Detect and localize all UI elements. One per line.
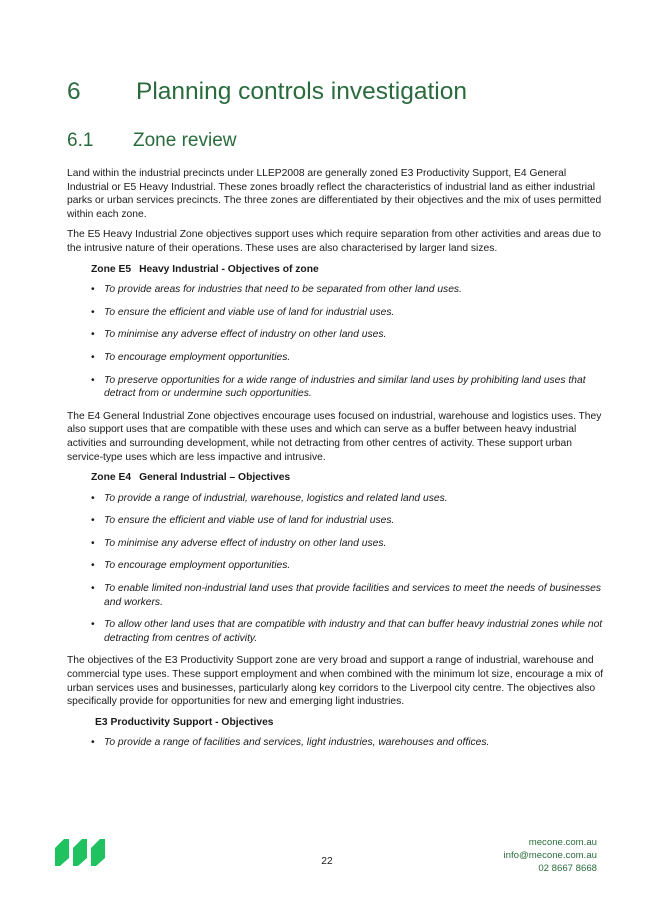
- bullet: •: [91, 537, 95, 549]
- footer-contact: [504, 836, 597, 875]
- paragraph-e3: The objectives of the E3 Productivity Support zone are very broad and support a range of industrial, warehouse and commercial type uses. These support employment and when combined with the minimum lot size, encourage a mix of urban services uses and businesses, particularly along key corridors to the Liverpool city centre. The objectives also specifically provide for opportunities for new and emerging light industries.: [67, 655, 604, 708]
- list-item: • To provide a range of industrial, warehouse, logistics and related land uses.: [91, 492, 448, 504]
- list-item: • To provide a range of facilities and services, light industries, warehouses and offices.: [91, 737, 490, 749]
- logo-stripe-2: [73, 839, 87, 866]
- list-item: • To encourage employment opportunities.: [91, 351, 291, 363]
- bullet: •: [91, 374, 95, 386]
- zone-e3-heading: E3 Productivity Support - Objectives: [95, 716, 274, 728]
- bullet: •: [91, 351, 95, 363]
- bullet: •: [91, 560, 95, 572]
- paragraph-e4: The E4 General Industrial Zone objectives encourage uses focused on industrial, warehouse and logistics uses. They also support uses that are compatible with these uses and which can serve as a buffer between heavy industrial activities and surrounding development, while not detracting from other centres of activity. These support urban service-type uses which are less impactive and intrusive.: [67, 410, 602, 463]
- bullet: •: [91, 515, 95, 527]
- email-link[interactable]: info@mecone.com.au: [503, 850, 597, 861]
- logo-stripe-1: [55, 839, 69, 866]
- paragraph-e5: The E5 Heavy Industrial Zone objectives support uses which require separation from other activities and areas due to the intrusive nature of their operations. These uses are also characterised by larger land sizes.: [67, 229, 602, 254]
- list-item: • To ensure the efficient and viable use of land for industrial uses.: [91, 306, 395, 318]
- zone-e5-objectives: [67, 283, 607, 401]
- zone-e4-code: Zone E4: [91, 472, 132, 484]
- zone-e4-objectives: [67, 492, 607, 646]
- zone-e5-heading: [67, 263, 607, 277]
- list-item: • To minimise any adverse effect of industry on other land uses.: [91, 329, 387, 341]
- bullet: •: [91, 492, 95, 504]
- body-content: [67, 167, 607, 759]
- logo-stripe-3: [91, 839, 105, 866]
- paragraph-intro: Land within the industrial precincts under LLEP2008 are generally zoned E3 Productivity Support, E4 General Industrial or E5 Heavy Industrial. These zones broadly reflect the characteristics of industrial land as either industrial parks or urban services precincts. The three zones are differentiated by their objectives and the mix of uses permitted within each zone.: [67, 168, 602, 220]
- section-heading: [67, 78, 467, 106]
- list-item: • To provide areas for industries that need to be separated from other land uses.: [91, 284, 462, 296]
- subsection-title: Zone review: [133, 130, 237, 151]
- zone-e5-code: Zone E5: [91, 263, 132, 275]
- bullet: •: [91, 583, 95, 595]
- website-link[interactable]: mecone.com.au: [528, 837, 597, 848]
- zone-e4-heading: [67, 471, 607, 485]
- bullet: •: [91, 306, 95, 318]
- list-item: • To encourage employment opportunities.: [91, 560, 291, 572]
- list-item: • To preserve opportunities for a wide range of industries and similar land uses by prohibiting land uses that detract from or undermine such opportunities.: [91, 374, 586, 400]
- subsection-heading: [67, 130, 237, 152]
- bullet: •: [91, 737, 95, 749]
- zone-e5-title: Heavy Industrial - Objectives of zone: [139, 263, 319, 275]
- page-number: 22: [321, 856, 333, 867]
- list-item: • To ensure the efficient and viable use of land for industrial uses.: [91, 515, 395, 527]
- zone-e4-title: General Industrial – Objectives: [139, 472, 291, 484]
- bullet: •: [91, 329, 95, 341]
- phone-number: 02 8667 8668: [538, 863, 597, 874]
- list-item: • To minimise any adverse effect of industry on other land uses.: [91, 537, 387, 549]
- section-title: Planning controls investigation: [136, 78, 467, 105]
- mecone-logo: [55, 834, 109, 866]
- bullet: •: [91, 284, 95, 296]
- section-number: 6: [67, 78, 81, 105]
- zone-e3-objectives: [67, 736, 607, 750]
- bullet: •: [91, 619, 95, 631]
- list-item: • To allow other land uses that are compatible with industry and that can buffer heavy industrial zones while not detracting from centres of activity.: [91, 619, 603, 644]
- subsection-number: 6.1: [67, 130, 94, 151]
- list-item: • To enable limited non-industrial land uses that provide facilities and services to meet the needs of businesses and workers.: [91, 583, 602, 608]
